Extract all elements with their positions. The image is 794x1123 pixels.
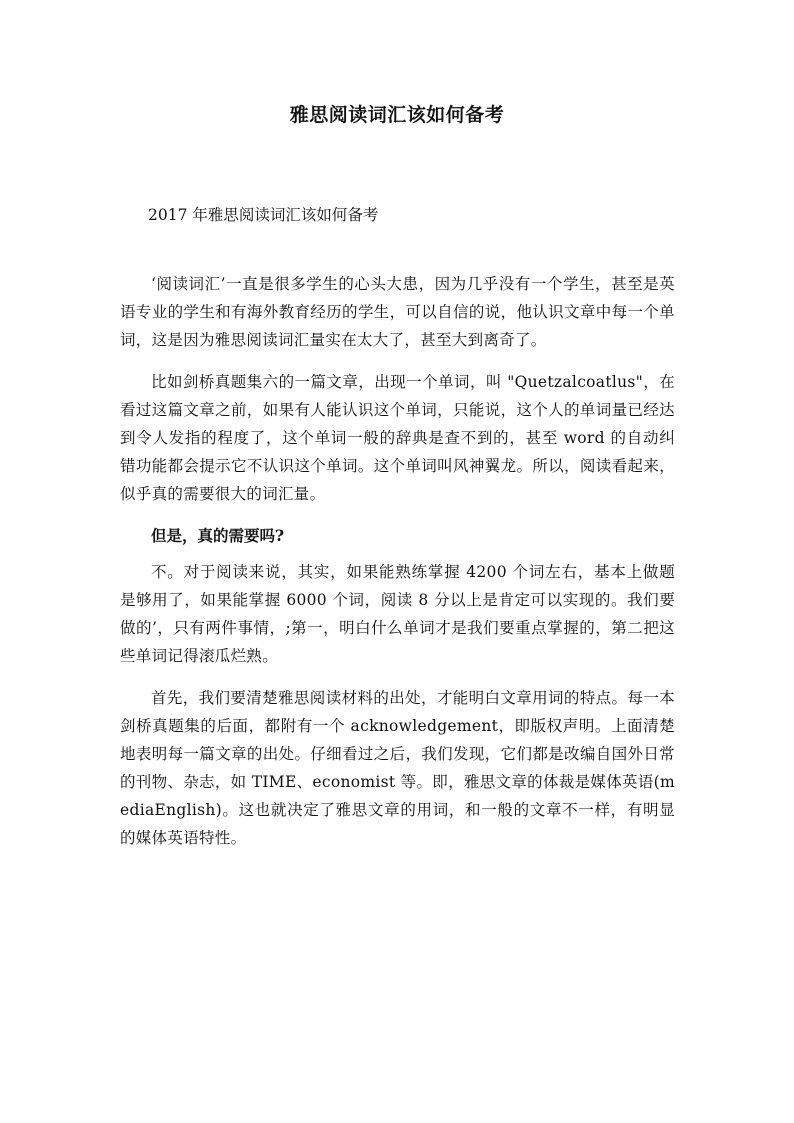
paragraph-material-source: 首先，我们要清楚雅思阅读材料的出处，才能明白文章用词的特点。每一本剑桥真题集的后面，都附有一个 acknowledgement，即版权声明。上面清楚地表明每一篇文章的出处。仔细看过之后，我们发现，它们都是改编自国外日常的刊物、杂志，如 TIME、economist 等。即，雅思文章的体裁是媒体英语(mediaEnglish)。这也就决定了雅思文章的用词，和一般的文章不一样，有明显的媒体英语特性。 [120, 689, 675, 847]
document-title: 雅思阅读词汇该如何备考 [289, 104, 505, 126]
paragraph-vocabulary-intro: ‘阅读词汇’一直是很多学生的心头大患，因为几乎没有一个学生，甚至是英语专业的学生和有海外教育经历的学生，可以自信的说，他认识文章中每一个单词，这是因为雅思阅读词汇量实在太大了，甚至大到离奇了。 [120, 275, 675, 349]
document-body [120, 270, 675, 866]
paragraph-word-count: 不。对于阅读来说，其实，如果能熟练掌握 4200 个词左右，基本上做题是够用了，如果能掌握 6000 个词，阅读 8 分以上是肯定可以实现的。我们要做的’，只有两件事情，;第一，明白什么单词才是我们要重点掌握的，第二把这些单词记得滚瓜烂熟。 [120, 563, 675, 665]
document-subtitle: 2017 年雅思阅读词汇该如何备考 [148, 206, 379, 224]
paragraph-cambridge-example: 比如剑桥真题集六的一篇文章，出现一个单词，叫 "Quetzalcoatlus"，在看过这篇文章之前，如果有人能认识这个单词，只能说，这个人的单词量已经达到令人发指的程度了，这个单词一般的辞典是查不到的，甚至 word 的自动纠错功能都会提示它不认识这个单词。这个单词叫风神翼龙。所以，阅读看起来，似乎真的需要很大的词汇量。 [120, 373, 675, 503]
section-heading-question: 但是，真的需要吗? [151, 526, 285, 545]
